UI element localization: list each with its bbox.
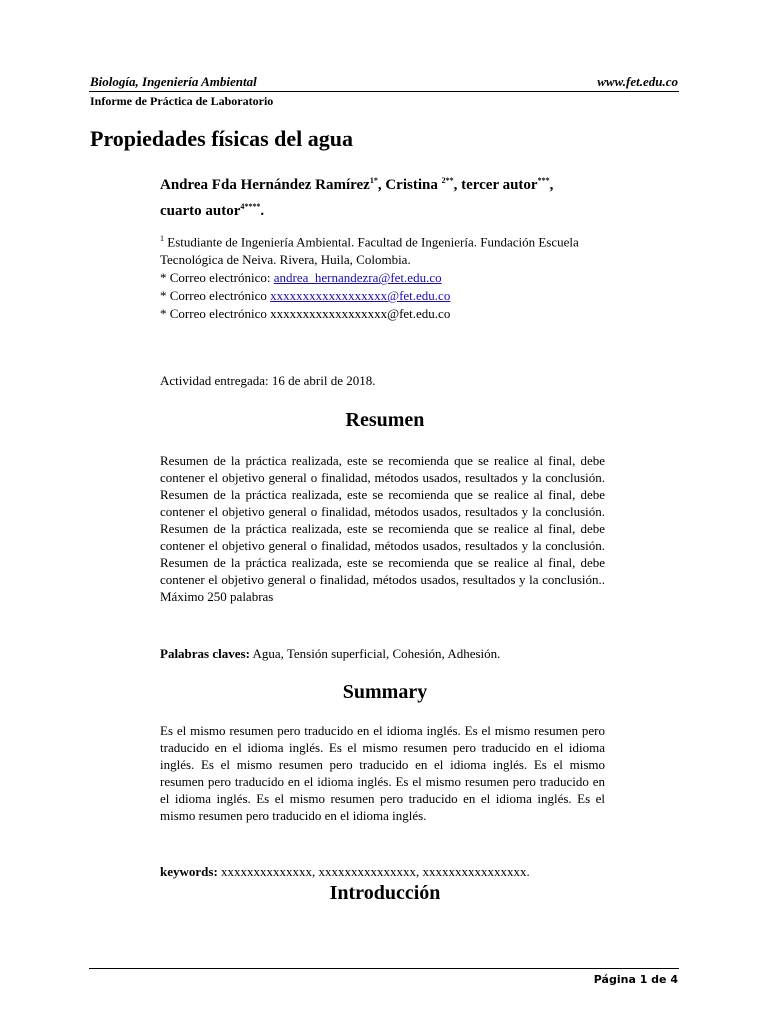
author-4-mark: 4**** xyxy=(240,202,261,211)
email-1-label: * Correo electrónico: xyxy=(160,270,274,286)
footer-divider xyxy=(89,968,679,969)
affiliation-description: Estudiante de Ingeniería Ambiental. Facultad de Ingeniería. Fundación Escuela Tecnológica de Neiva. Rivera, Huila, Colombia. xyxy=(160,234,579,268)
introduccion-heading: Introducción xyxy=(329,882,441,904)
email-2-label: * Correo electrónico xyxy=(160,288,271,304)
author-3-mark: *** xyxy=(537,176,550,185)
email-line-1 xyxy=(160,269,610,287)
author-list xyxy=(160,170,580,222)
page-title: Propiedades físicas del agua xyxy=(90,126,354,151)
palabras-claves-label: Palabras claves: xyxy=(160,646,250,661)
resumen-body: Resumen de la práctica realizada, este se recomienda que se realice al final, debe contener el objetivo general o finalidad, métodos usados, resultados y la conclusión. Resumen de la práctica realizada, este se recomienda que se realice al final, debe contener el objetivo general o finalidad, métodos usados, resultados y la conclusión. Resumen de la práctica realizada, este se recomienda que se realice al final, debe contener el objetivo general o finalidad, métodos usados, resultados y la conclusión. Resumen de la práctica realizada, este se recomienda que se realice al final, debe contener el objetivo general o finalidad, métodos usados, resultados y la conclusión.. Máximo 250 palabras xyxy=(160,453,605,604)
keywords-text: xxxxxxxxxxxxxx, xxxxxxxxxxxxxxx, xxxxxxxxxxxxxxxx. xyxy=(217,864,530,879)
header-report-type: Informe de Práctica de Laboratorio xyxy=(90,94,274,108)
summary-body: Es el mismo resumen pero traducido en el idioma inglés. Es el mismo resumen pero traducido en el idioma inglés. Es el mismo resumen pero traducido en el idioma inglés. Es el mismo resumen pero traducido en el idioma inglés. Es el mismo resumen pero traducido en el idioma inglés. Es el mismo resumen pero traducido en el idioma inglés. Es el mismo resumen pero traducido en el idioma inglés. Es el mismo resumen pero traducido en el idioma inglés. xyxy=(160,723,605,823)
author-sep-2: , tercer autor xyxy=(453,177,538,193)
page-number: Página 1 de 4 xyxy=(593,973,678,986)
keywords xyxy=(160,864,530,880)
author-end: . xyxy=(260,203,265,219)
palabras-claves-text: Agua, Tensión superficial, Cohesión, Adhesión. xyxy=(249,646,501,661)
author-1-mark: 1* xyxy=(369,176,378,185)
author-sep-1: , Cristina xyxy=(377,177,442,193)
palabras-claves xyxy=(160,646,500,662)
author-1: Andrea Fda Hernández Ramírez xyxy=(160,177,370,193)
affiliation-block xyxy=(160,230,610,323)
email-line-3: * Correo electrónico xxxxxxxxxxxxxxxxxx@fet.edu.co xyxy=(160,306,451,322)
header-website: www.fet.edu.co xyxy=(597,74,678,89)
affiliation-mark: 1 xyxy=(160,234,164,243)
header-journal: Biología, Ingeniería Ambiental xyxy=(90,74,257,89)
submission-date: Actividad entregada: 16 de abril de 2018. xyxy=(160,373,376,388)
affiliation-text xyxy=(160,230,610,269)
resumen-heading: Resumen xyxy=(345,409,425,431)
email-line-2 xyxy=(160,287,610,305)
keywords-label: keywords: xyxy=(160,864,218,879)
author-2-mark: 2** xyxy=(441,176,454,185)
summary-heading: Summary xyxy=(342,681,428,703)
header-divider xyxy=(89,91,679,92)
email-2-link[interactable]: xxxxxxxxxxxxxxxxxx@fet.edu.co xyxy=(270,288,451,304)
author-sep-3: , cuarto autor xyxy=(160,177,554,219)
email-1-link[interactable]: andrea_hernandezra@fet.edu.co xyxy=(273,270,442,286)
